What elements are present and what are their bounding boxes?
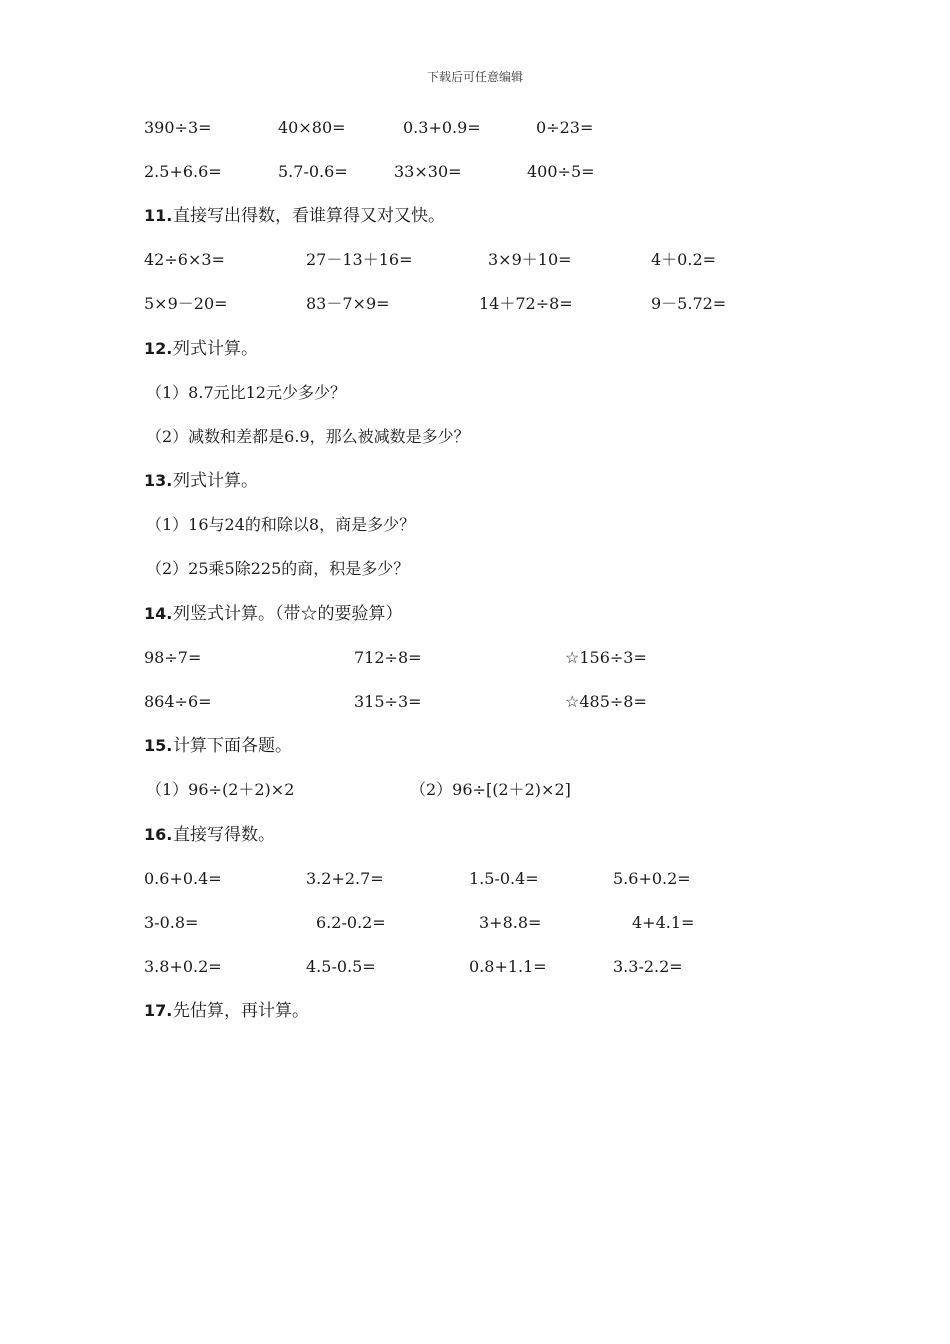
problem: 40×80=: [278, 118, 346, 137]
page-header: 下载后可任意编辑: [426, 70, 523, 84]
problem: 712÷8=: [354, 648, 422, 667]
problem: 315÷3=: [354, 692, 422, 711]
q17-heading: [0, 998, 950, 1024]
q16-row-2: [0, 910, 950, 936]
problem: 83－7×9=: [306, 294, 390, 313]
q15-heading: [0, 733, 950, 759]
q11-heading: [0, 203, 950, 229]
question-number: 12.: [144, 339, 173, 358]
problem: 9－5.72=: [651, 294, 727, 313]
problem: 390÷3=: [144, 118, 212, 137]
problem: 5.7-0.6=: [278, 162, 348, 181]
q16-row-1: [0, 866, 950, 892]
q12-item-1: [0, 380, 950, 406]
word-problem: （2）25乘5除225的商，积是多少？: [146, 559, 410, 578]
problem: 6.2-0.2=: [316, 913, 386, 932]
expression: （2）96÷[(2＋2)×2]: [410, 780, 571, 799]
q15-items: [0, 777, 950, 803]
problem: 3-0.8=: [144, 913, 199, 932]
word-problem: （1）16与24的和除以8，商是多少？: [146, 515, 416, 534]
problem: 3.3-2.2=: [613, 957, 683, 976]
problem: ☆485÷8=: [565, 692, 647, 711]
expression: （1）96÷(2＋2)×2: [146, 780, 295, 799]
q10-row-1: [0, 115, 950, 141]
problem: 3+8.8=: [479, 913, 542, 932]
problem: 42÷6×3=: [144, 250, 225, 269]
q16-heading: [0, 822, 950, 848]
question-title: 直接写出得数，看谁算得又对又快。: [173, 206, 445, 226]
q14-heading: [0, 601, 950, 627]
problem: 33×30=: [394, 162, 462, 181]
question-title: 先估算，再计算。: [173, 1001, 309, 1021]
q12-item-2: [0, 424, 950, 450]
problem: 4＋0.2=: [651, 250, 717, 269]
q13-item-1: [0, 512, 950, 538]
q14-row-2: [0, 689, 950, 715]
q12-heading: [0, 336, 950, 362]
problem: 3.8+0.2=: [144, 957, 222, 976]
problem: 27－13＋16=: [306, 250, 413, 269]
question-number: 11.: [144, 206, 173, 225]
problem: 4.5-0.5=: [306, 957, 376, 976]
question-title: 列竖式计算。（带☆的要验算）: [173, 604, 403, 624]
problem: 2.5+6.6=: [144, 162, 222, 181]
problem: 1.5-0.4=: [469, 869, 539, 888]
question-number: 15.: [144, 736, 173, 755]
question-number: 17.: [144, 1001, 173, 1020]
q13-heading: [0, 468, 950, 494]
problem: ☆156÷3=: [565, 648, 647, 667]
q16-row-3: [0, 954, 950, 980]
question-number: 13.: [144, 471, 173, 490]
q11-row-2: [0, 291, 950, 317]
problem: 0.8+1.1=: [469, 957, 547, 976]
problem: 3×9＋10=: [488, 250, 572, 269]
problem: 400÷5=: [527, 162, 595, 181]
problem: 0.3+0.9=: [403, 118, 481, 137]
problem: 0÷23=: [536, 118, 594, 137]
problem: 3.2+2.7=: [306, 869, 384, 888]
problem: 14＋72÷8=: [479, 294, 573, 313]
question-title: 列式计算。: [173, 471, 258, 491]
question-title: 计算下面各题。: [173, 736, 292, 756]
problem: 5×9－20=: [144, 294, 228, 313]
word-problem: （1）8.7元比12元少多少？: [146, 383, 346, 402]
question-number: 16.: [144, 825, 173, 844]
problem: 98÷7=: [144, 648, 202, 667]
q11-row-1: [0, 247, 950, 273]
question-title: 列式计算。: [173, 339, 258, 359]
q13-item-2: [0, 556, 950, 582]
q14-row-1: [0, 645, 950, 671]
problem: 864÷6=: [144, 692, 212, 711]
problem: 5.6+0.2=: [613, 869, 691, 888]
word-problem: （2）减数和差都是6.9，那么被减数是多少？: [146, 427, 470, 446]
problem: 0.6+0.4=: [144, 869, 222, 888]
problem: 4+4.1=: [632, 913, 695, 932]
question-title: 直接写得数。: [173, 825, 275, 845]
question-number: 14.: [144, 604, 173, 623]
q10-row-2: [0, 159, 950, 185]
